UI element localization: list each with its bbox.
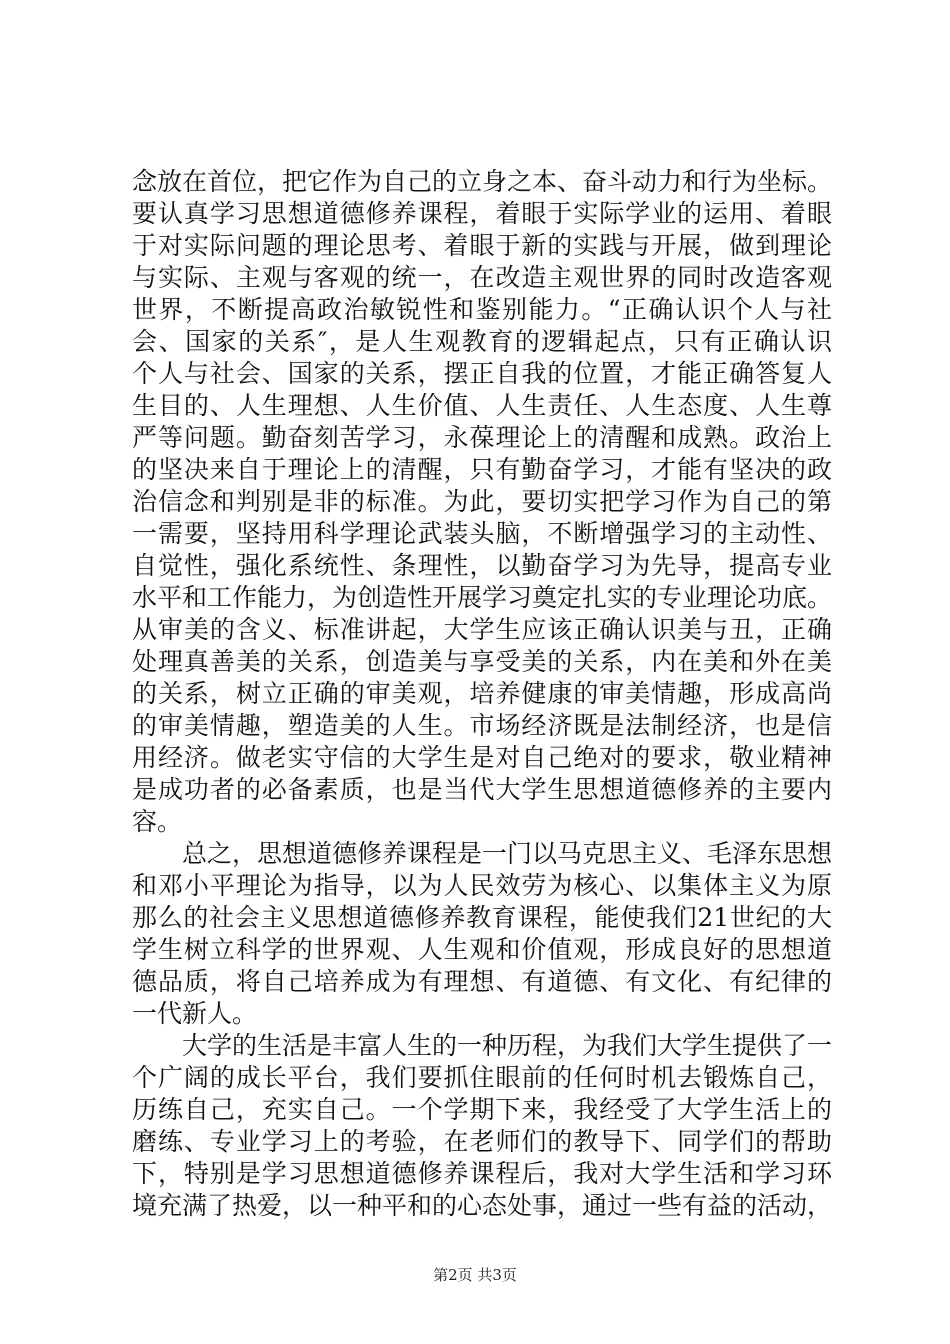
text-line: 那么的社会主义思想道德修养教育课程，能使我们21世纪的大 [132,903,832,932]
text-line: 境充满了热爱，以一种平和的心态处事，通过一些有益的活动， [132,1191,832,1220]
text-line: 于对实际问题的理论思考、着眼于新的实践与开展，做到理论 [132,231,832,260]
text-line: 和邓小平理论为指导，以为人民效劳为核心、以集体主义为原 [132,871,832,900]
text-line: 磨练、专业学习上的考验，在老师们的教导下、同学们的帮助 [132,1127,832,1156]
text-line: 历练自己，充实自己。一个学期下来，我经受了大学生活上的 [132,1095,832,1124]
text-line: 严等问题。勤奋刻苦学习，永葆理论上的清醒和成熟。政治上 [132,423,832,452]
text-line: 处理真善美的关系，创造美与享受美的关系，内在美和外在美 [132,647,832,676]
text-line: 念放在首位，把它作为自己的立身之本、奋斗动力和行为坐标。 [132,167,832,196]
text-line: 治信念和判别是非的标准。为此，要切实把学习作为自己的第 [132,487,832,516]
text-line: 容。 [132,807,183,836]
text-line: 世界，不断提高政治敏锐性和鉴别能力。“正确认识个人与社 [132,295,832,324]
text-line: 的关系，树立正确的审美观，培养健康的审美情趣，形成高尚 [132,679,832,708]
text-line: 个广阔的成长平台，我们要抓住眼前的任何时机去锻炼自己， [132,1063,832,1092]
text-line: 与实际、主观与客观的统一，在改造主观世界的同时改造客观 [132,263,832,292]
text-line: 的坚决来自于理论上的清醒，只有勤奋学习，才能有坚决的政 [132,455,832,484]
text-line: 是成功者的必备素质，也是当代大学生思想道德修养的主要内 [132,775,832,804]
text-line: 用经济。做老实守信的大学生是对自己绝对的要求，敬业精神 [132,743,832,772]
text-line: 要认真学习思想道德修养课程，着眼于实际学业的运用、着眼 [132,199,832,228]
text-line: 德品质，将自己培养成为有理想、有道德、有文化、有纪律的 [132,967,832,996]
text-line: 从审美的含义、标准讲起，大学生应该正确认识美与丑，正确 [132,615,832,644]
text-line: 生目的、人生理想、人生价值、人生责任、人生态度、人生尊 [132,391,832,420]
text-line: 下，特别是学习思想道德修养课程后，我对大学生活和学习环 [132,1159,832,1188]
text-line: 总之，思想道德修养课程是一门以马克思主义、毛泽东思想 [182,839,832,868]
text-line: 一代新人。 [132,999,258,1028]
text-line: 自觉性，强化系统性、条理性，以勤奋学习为先导，提高专业 [132,551,832,580]
text-line: 的审美情趣，塑造美的人生。市场经济既是法制经济，也是信 [132,711,832,740]
text-line: 会、国家的关系″，是人生观教育的逻辑起点，只有正确认识 [132,327,832,356]
text-line: 大学的生活是丰富人生的一种历程，为我们大学生提供了一 [182,1031,832,1060]
text-line: 学生树立科学的世界观、人生观和价值观，形成良好的思想道 [132,935,832,964]
document-body [132,166,832,1222]
text-line: 水平和工作能力，为创造性开展学习奠定扎实的专业理论功底。 [132,583,832,612]
text-line: 个人与社会、国家的关系，摆正自我的位置，才能正确答复人 [132,359,832,388]
page-number-footer: 第2页 共3页 [433,1266,517,1284]
text-line: 一需要，坚持用科学理论武装头脑，不断增强学习的主动性、 [132,519,832,548]
